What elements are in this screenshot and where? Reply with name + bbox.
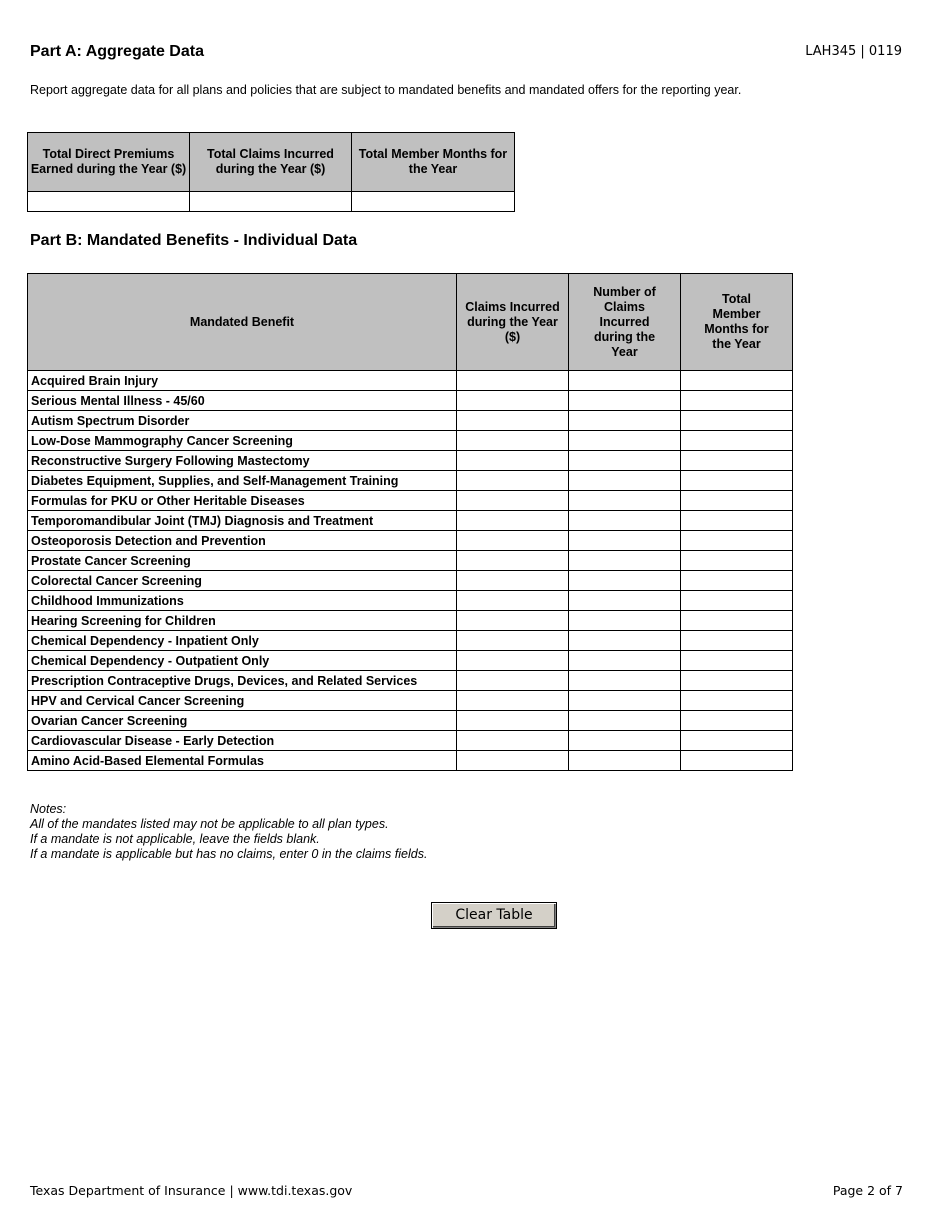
benefit-row xyxy=(28,511,793,531)
benefit-cell xyxy=(681,371,793,391)
member-months-input[interactable] xyxy=(681,571,792,590)
claims-incurred-input[interactable] xyxy=(457,671,568,690)
benefit-row xyxy=(28,631,793,651)
member-months-input[interactable] xyxy=(681,651,792,670)
benefit-cell xyxy=(681,411,793,431)
part-a-table xyxy=(27,132,515,212)
number-of-claims-input[interactable] xyxy=(569,711,680,730)
benefit-cell xyxy=(457,511,569,531)
part-a-header-member-months: Total Member Months for the Year xyxy=(352,133,515,192)
benefit-cell xyxy=(569,691,681,711)
benefit-row xyxy=(28,531,793,551)
benefit-cell xyxy=(569,671,681,691)
part-b-header-benefit: Mandated Benefit xyxy=(28,274,457,371)
benefit-name: Osteoporosis Detection and Prevention xyxy=(28,531,457,551)
part-b-header-claims: Claims Incurred during the Year ($) xyxy=(457,274,569,371)
member-months-input[interactable] xyxy=(681,431,792,450)
number-of-claims-input[interactable] xyxy=(569,651,680,670)
benefit-cell xyxy=(457,691,569,711)
benefit-cell xyxy=(457,491,569,511)
benefit-name: Colorectal Cancer Screening xyxy=(28,571,457,591)
member-months-input[interactable] xyxy=(681,371,792,390)
number-of-claims-input[interactable] xyxy=(569,371,680,390)
notes-line: If a mandate is not applicable, leave the fields blank. xyxy=(30,832,320,846)
notes-heading: Notes: xyxy=(30,802,67,816)
number-of-claims-input[interactable] xyxy=(569,451,680,470)
benefit-row xyxy=(28,711,793,731)
member-months-input[interactable] xyxy=(681,711,792,730)
benefit-cell xyxy=(681,611,793,631)
claims-incurred-input[interactable] xyxy=(457,691,568,710)
benefit-cell xyxy=(569,651,681,671)
number-of-claims-input[interactable] xyxy=(569,751,680,770)
claims-incurred-input[interactable] xyxy=(457,371,568,390)
claims-incurred-input[interactable] xyxy=(457,411,568,430)
premiums-input[interactable] xyxy=(28,192,189,211)
claims-incurred-input[interactable] xyxy=(457,751,568,770)
number-of-claims-input[interactable] xyxy=(569,511,680,530)
benefit-name: Diabetes Equipment, Supplies, and Self-Management Training xyxy=(28,471,457,491)
number-of-claims-input[interactable] xyxy=(569,431,680,450)
member-months-input[interactable] xyxy=(681,491,792,510)
member-months-input[interactable] xyxy=(681,611,792,630)
benefit-row xyxy=(28,591,793,611)
benefit-cell xyxy=(569,571,681,591)
benefit-cell xyxy=(681,431,793,451)
claims-incurred-input[interactable] xyxy=(457,471,568,490)
benefit-cell xyxy=(457,551,569,571)
benefit-name: Autism Spectrum Disorder xyxy=(28,411,457,431)
number-of-claims-input[interactable] xyxy=(569,551,680,570)
claims-incurred-input[interactable] xyxy=(457,531,568,550)
member-months-input[interactable] xyxy=(681,451,792,470)
benefit-cell xyxy=(681,491,793,511)
number-of-claims-input[interactable] xyxy=(569,571,680,590)
number-of-claims-input[interactable] xyxy=(569,411,680,430)
benefit-name: Prostate Cancer Screening xyxy=(28,551,457,571)
benefit-name: Chemical Dependency - Outpatient Only xyxy=(28,651,457,671)
number-of-claims-input[interactable] xyxy=(569,671,680,690)
member-months-input[interactable] xyxy=(681,691,792,710)
benefit-cell xyxy=(681,731,793,751)
number-of-claims-input[interactable] xyxy=(569,691,680,710)
benefit-cell xyxy=(457,711,569,731)
benefit-cell xyxy=(681,551,793,571)
member-months-input[interactable] xyxy=(681,511,792,530)
notes-line: If a mandate is applicable but has no claims, enter 0 in the claims fields. xyxy=(30,847,428,861)
benefit-row xyxy=(28,491,793,511)
number-of-claims-input[interactable] xyxy=(569,471,680,490)
benefit-cell xyxy=(681,631,793,651)
claims-incurred-input[interactable] xyxy=(457,551,568,570)
number-of-claims-input[interactable] xyxy=(569,631,680,650)
claims-incurred-input[interactable] xyxy=(457,511,568,530)
benefit-name: HPV and Cervical Cancer Screening xyxy=(28,691,457,711)
benefit-cell xyxy=(569,531,681,551)
part-b-title: Part B: Mandated Benefits - Individual Data xyxy=(30,232,358,249)
benefit-row xyxy=(28,571,793,591)
benefit-name: Amino Acid-Based Elemental Formulas xyxy=(28,751,457,771)
benefit-cell xyxy=(569,491,681,511)
member-months-input[interactable] xyxy=(681,731,792,750)
claims-incurred-input[interactable] xyxy=(457,731,568,750)
benefit-row xyxy=(28,551,793,571)
footer-agency: Texas Department of Insurance | www.tdi.texas.gov xyxy=(30,1183,353,1198)
part-a-header-claims: Total Claims Incurred during the Year ($) xyxy=(190,133,352,192)
claims-incurred-input[interactable] xyxy=(457,611,568,630)
intro-text: Report aggregate data for all plans and policies that are subject to mandated benefits and mandated offers for the reporting year. xyxy=(30,83,742,97)
benefit-cell xyxy=(569,611,681,631)
benefit-cell xyxy=(569,471,681,491)
claims-incurred-input[interactable] xyxy=(457,491,568,510)
benefit-row xyxy=(28,411,793,431)
benefit-cell xyxy=(569,391,681,411)
member-months-input[interactable] xyxy=(352,192,514,211)
benefit-cell xyxy=(569,711,681,731)
part-b-header-member-months: Total Member Months for the Year xyxy=(681,274,793,371)
benefit-cell xyxy=(457,571,569,591)
benefit-row xyxy=(28,751,793,771)
benefit-name: Low-Dose Mammography Cancer Screening xyxy=(28,431,457,451)
benefit-row xyxy=(28,651,793,671)
number-of-claims-input[interactable] xyxy=(569,491,680,510)
benefit-name: Temporomandibular Joint (TMJ) Diagnosis and Treatment xyxy=(28,511,457,531)
member-months-input[interactable] xyxy=(681,631,792,650)
member-months-input[interactable] xyxy=(681,671,792,690)
benefit-name: Formulas for PKU or Other Heritable Diseases xyxy=(28,491,457,511)
footer-page-number: Page 2 of 7 xyxy=(832,1183,903,1198)
premiums-cell xyxy=(28,192,190,212)
number-of-claims-input[interactable] xyxy=(569,591,680,610)
benefit-cell xyxy=(457,371,569,391)
benefit-cell xyxy=(457,431,569,451)
notes-line: All of the mandates listed may not be applicable to all plan types. xyxy=(30,817,389,831)
benefit-cell xyxy=(457,471,569,491)
member-months-input[interactable] xyxy=(681,411,792,430)
benefit-row xyxy=(28,671,793,691)
benefit-name: Serious Mental Illness - 45/60 xyxy=(28,391,457,411)
benefit-name: Prescription Contraceptive Drugs, Devices, and Related Services xyxy=(28,671,457,691)
claims-incurred-input[interactable] xyxy=(457,391,568,410)
claims-incurred-input[interactable] xyxy=(457,431,568,450)
member-months-input[interactable] xyxy=(681,471,792,490)
clear-table-button[interactable]: Clear Table xyxy=(431,902,557,929)
number-of-claims-input[interactable] xyxy=(569,391,680,410)
benefit-row xyxy=(28,471,793,491)
part-b-header-number-of-claims: Number of Claims Incurred during the Year xyxy=(569,274,681,371)
benefit-name: Acquired Brain Injury xyxy=(28,371,457,391)
benefit-cell xyxy=(569,631,681,651)
member-months-input[interactable] xyxy=(681,551,792,570)
benefit-cell xyxy=(457,531,569,551)
benefit-cell xyxy=(457,631,569,651)
benefit-cell xyxy=(681,391,793,411)
claims-incurred-input[interactable] xyxy=(457,571,568,590)
benefit-cell xyxy=(569,731,681,751)
part-b-table xyxy=(27,273,793,771)
claims-incurred-input[interactable] xyxy=(457,591,568,610)
benefit-name: Chemical Dependency - Inpatient Only xyxy=(28,631,457,651)
benefit-cell xyxy=(681,511,793,531)
benefit-cell xyxy=(569,551,681,571)
benefit-row xyxy=(28,371,793,391)
benefit-row xyxy=(28,731,793,751)
benefit-cell xyxy=(457,651,569,671)
benefit-name: Reconstructive Surgery Following Mastectomy xyxy=(28,451,457,471)
benefit-cell xyxy=(569,431,681,451)
benefit-cell xyxy=(457,591,569,611)
benefit-row xyxy=(28,611,793,631)
benefit-cell xyxy=(681,471,793,491)
member-months-cell xyxy=(352,192,515,212)
benefit-cell xyxy=(457,731,569,751)
benefit-name: Cardiovascular Disease - Early Detection xyxy=(28,731,457,751)
claims-input[interactable] xyxy=(190,192,351,211)
benefit-cell xyxy=(681,591,793,611)
benefit-name: Ovarian Cancer Screening xyxy=(28,711,457,731)
claims-incurred-input[interactable] xyxy=(457,631,568,650)
benefit-row xyxy=(28,391,793,411)
benefit-name: Childhood Immunizations xyxy=(28,591,457,611)
benefit-row xyxy=(28,431,793,451)
benefit-row xyxy=(28,451,793,471)
benefit-cell xyxy=(457,411,569,431)
benefit-cell xyxy=(681,711,793,731)
benefit-name: Hearing Screening for Children xyxy=(28,611,457,631)
benefit-cell xyxy=(457,751,569,771)
member-months-input[interactable] xyxy=(681,591,792,610)
benefit-row xyxy=(28,691,793,711)
number-of-claims-input[interactable] xyxy=(569,611,680,630)
benefit-cell xyxy=(569,411,681,431)
claims-incurred-input[interactable] xyxy=(457,711,568,730)
member-months-input[interactable] xyxy=(681,531,792,550)
benefit-cell xyxy=(457,671,569,691)
notes xyxy=(30,802,427,862)
benefit-cell xyxy=(681,651,793,671)
benefit-cell xyxy=(569,451,681,471)
benefit-cell xyxy=(569,751,681,771)
benefit-cell xyxy=(457,451,569,471)
benefit-cell xyxy=(457,391,569,411)
benefit-cell xyxy=(569,371,681,391)
benefit-cell xyxy=(681,671,793,691)
benefit-cell xyxy=(681,531,793,551)
benefit-cell xyxy=(569,511,681,531)
benefit-cell xyxy=(457,611,569,631)
claims-cell xyxy=(190,192,352,212)
part-a-title: Part A: Aggregate Data xyxy=(30,43,204,60)
member-months-input[interactable] xyxy=(681,391,792,410)
number-of-claims-input[interactable] xyxy=(569,731,680,750)
benefit-cell xyxy=(681,691,793,711)
claims-incurred-input[interactable] xyxy=(457,451,568,470)
benefit-cell xyxy=(681,751,793,771)
part-a-header-premiums: Total Direct Premiums Earned during the Year ($) xyxy=(28,133,190,192)
form-id: LAH345 | 0119 xyxy=(805,44,902,59)
number-of-claims-input[interactable] xyxy=(569,531,680,550)
benefit-cell xyxy=(681,451,793,471)
claims-incurred-input[interactable] xyxy=(457,651,568,670)
member-months-input[interactable] xyxy=(681,751,792,770)
benefit-cell xyxy=(681,571,793,591)
benefit-cell xyxy=(569,591,681,611)
